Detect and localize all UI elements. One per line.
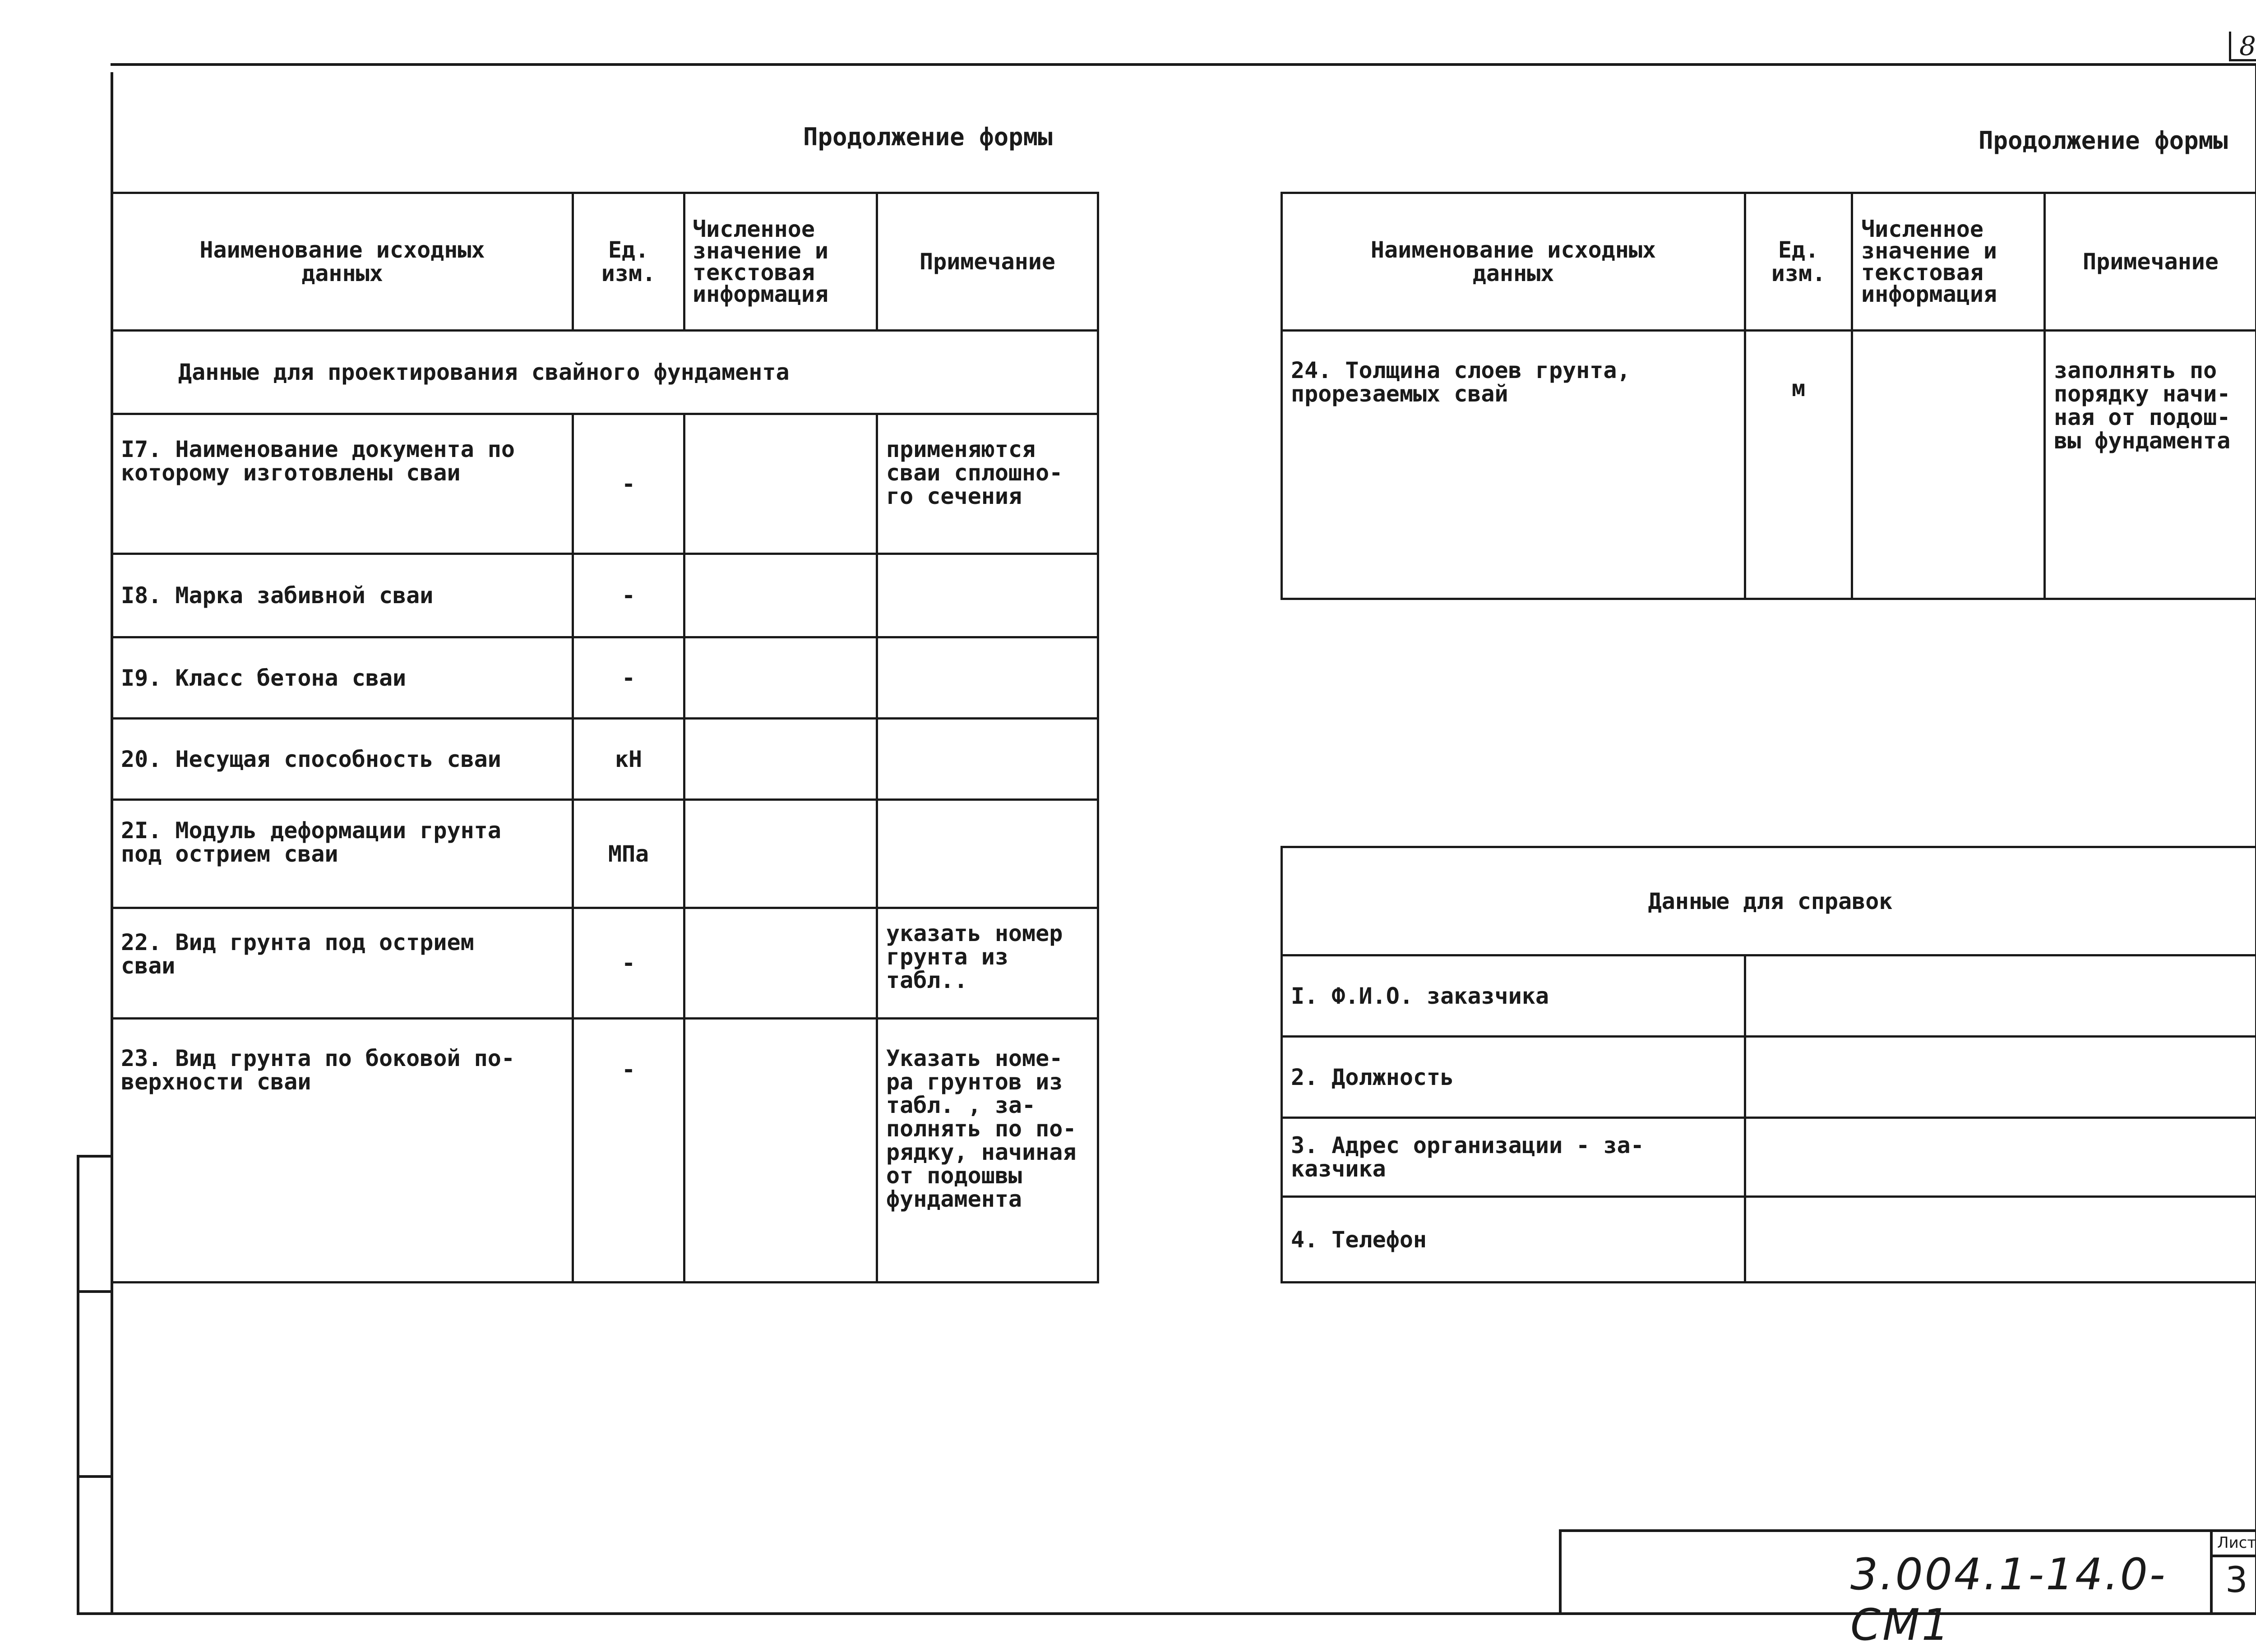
binding-strip-divider-2: [77, 1290, 113, 1293]
left-section-title: Данные для проектирования свайного фундамента: [111, 329, 1099, 415]
reference-title: Данные для справок: [1281, 846, 2256, 956]
left-header-unit: Ед. изм.: [572, 192, 685, 332]
corner-mark-text: 8: [2239, 31, 2256, 61]
sheet-number: 3: [2225, 1560, 2248, 1601]
left-row-22-unit: -: [572, 907, 685, 1020]
left-row-22-name: 22. Вид грунта под острием сваи: [111, 907, 574, 1020]
title-block: [1559, 1529, 2256, 1650]
left-row-18-unit: -: [572, 553, 685, 638]
reference-row-3-label: 3. Адрес организации - за- казчика: [1281, 1117, 1746, 1198]
right-row-24-unit: м: [1744, 329, 1853, 600]
sheet-box-divider: [2213, 1555, 2256, 1557]
document-code: 3.004.1-14.0-СМ1: [1850, 1549, 2167, 1650]
right-header-name: Наименование исходных данных: [1281, 192, 1746, 332]
left-row-19-name: I9. Класс бетона сваи: [111, 636, 574, 720]
reference-row-4-value[interactable]: [1744, 1195, 2256, 1283]
sheet-label: Лист: [2217, 1534, 2256, 1552]
left-row-18-value[interactable]: [683, 553, 878, 638]
left-row-18-name: I8. Марка забивной сваи: [111, 553, 574, 638]
left-continuation-label: Продолжение формы: [803, 123, 1053, 151]
left-row-18-note: [876, 553, 1099, 638]
sheet-box: [2210, 1532, 2256, 1615]
reference-row-1-value[interactable]: [1744, 954, 2256, 1038]
left-row-23-name: 23. Вид грунта по боковой по- верхности сваи: [111, 1017, 574, 1283]
left-row-19-value[interactable]: [683, 636, 878, 720]
left-row-23-unit: -: [572, 1017, 685, 1283]
left-row-23-note: Указать номе- ра грунтов из табл. , за- полнять по по- рядку, начиная от подошвы фундамента: [876, 1017, 1099, 1283]
left-row-21-name: 2I. Модуль деформации грунта под острием сваи: [111, 798, 574, 909]
right-row-24-value[interactable]: [1851, 329, 2046, 600]
right-header-note: Примечание: [2043, 192, 2256, 332]
reference-row-3-value[interactable]: [1744, 1117, 2256, 1198]
left-row-21-note: [876, 798, 1099, 909]
left-row-20-name: 20. Несущая способность сваи: [111, 717, 574, 801]
left-row-20-unit: кН: [572, 717, 685, 801]
reference-row-4-label: 4. Телефон: [1281, 1195, 1746, 1283]
left-header-value: Численное значение и текстовая информация: [683, 192, 878, 332]
reference-row-2-label: 2. Должность: [1281, 1035, 1746, 1119]
frame-top-line: [111, 63, 2256, 66]
corner-mark-box: [2229, 32, 2256, 61]
left-row-17-note: применяются сваи сплошно- го сечения: [876, 413, 1099, 555]
left-row-22-value[interactable]: [683, 907, 878, 1020]
left-row-21-unit: МПа: [572, 798, 685, 909]
left-row-20-value[interactable]: [683, 717, 878, 801]
left-row-17-value[interactable]: [683, 413, 878, 555]
reference-row-1-label: I. Ф.И.О. заказчика: [1281, 954, 1746, 1038]
left-row-21-value[interactable]: [683, 798, 878, 909]
left-row-17-name: I7. Наименование документа по которому изготовлены сваи: [111, 413, 574, 555]
right-continuation-label: Продолжение формы: [1979, 126, 2228, 155]
left-row-19-note: [876, 636, 1099, 720]
left-row-19-unit: -: [572, 636, 685, 720]
left-header-note: Примечание: [876, 192, 1099, 332]
reference-row-2-value[interactable]: [1744, 1035, 2256, 1119]
left-header-name: Наименование исходных данных: [111, 192, 574, 332]
left-row-23-value[interactable]: [683, 1017, 878, 1283]
binding-strip-divider-1: [77, 1155, 113, 1158]
binding-strip-line: [77, 1155, 79, 1615]
right-header-value: Численное значение и текстовая информация: [1851, 192, 2046, 332]
binding-strip-divider-3: [77, 1475, 113, 1478]
right-row-24-name: 24. Толщина слоев грунта, прорезаемых свай: [1281, 329, 1746, 600]
left-row-20-note: [876, 717, 1099, 801]
left-row-17-unit: -: [572, 413, 685, 555]
left-row-22-note: указать номер грунта из табл..: [876, 907, 1099, 1020]
right-header-unit: Ед. изм.: [1744, 192, 1853, 332]
right-row-24-note: заполнять по порядку начи- ная от подош- вы фундамента: [2043, 329, 2256, 600]
